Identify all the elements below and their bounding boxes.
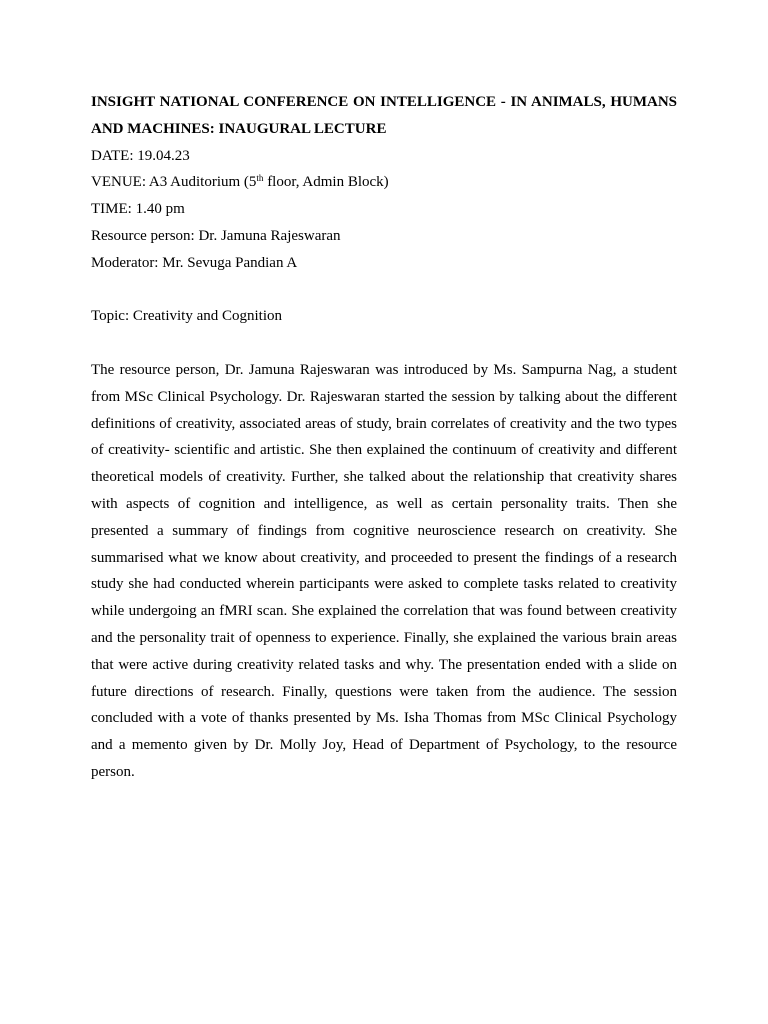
moderator: Moderator: Mr. Sevuga Pandian A [91,254,298,271]
document-title: INSIGHT NATIONAL CONFERENCE ON INTELLIGENCE - IN ANIMALS, HUMANS AND MACHINES: INAUGURAL LECTURE [91,94,677,137]
topic: Topic: Creativity and Cognition [91,308,283,325]
document-content [91,89,677,786]
body-paragraph: The resource person, Dr. Jamuna Rajeswaran was introduced by Ms. Sampurna Nag, a student from MSc Clinical Psychology. Dr. Rajeswaran started the session by talking about the different definitions of creativity, associated areas of study, brain correlates of creativity and the two types of creativity- scientific and artistic. She then explained the continuum of creativity and different theoretical models of creativity. Further, she talked about the relationship that creativity shares with aspects of cognition and intelligence, as well as certain personality traits. Then she presented a summary of findings from cognitive neuroscience research on creativity. She summarised what we know about creativity, and proceeded to present the findings of a research study she had conducted wherein participants were asked to complete tasks related to creativity while undergoing an fMRI scan. She explained the correlation that was found between creativity and the personality trait of openness to experience. Finally, she explained the various brain areas that were active during creativity related tasks and why. The presentation ended with a slide on future directions of research. Finally, questions were taken from the audience. The session concluded with a vote of thanks presented by Ms. Isha Thomas from MSc Clinical Psychology and a memento given by Dr. Molly Joy, Head of Department of Psychology, to the resource person. [91,361,677,780]
spacer [91,330,677,357]
event-time: TIME: 1.40 pm [91,201,185,218]
spacer [91,277,677,304]
venue-suffix: floor, Admin Block) [263,174,389,191]
venue-superscript: th [256,173,264,184]
resource-person: Resource person: Dr. Jamuna Rajeswaran [91,227,341,244]
event-venue [91,169,677,196]
venue-prefix: VENUE: A3 Auditorium (5 [91,174,257,191]
event-date: DATE: 19.04.23 [91,147,190,164]
